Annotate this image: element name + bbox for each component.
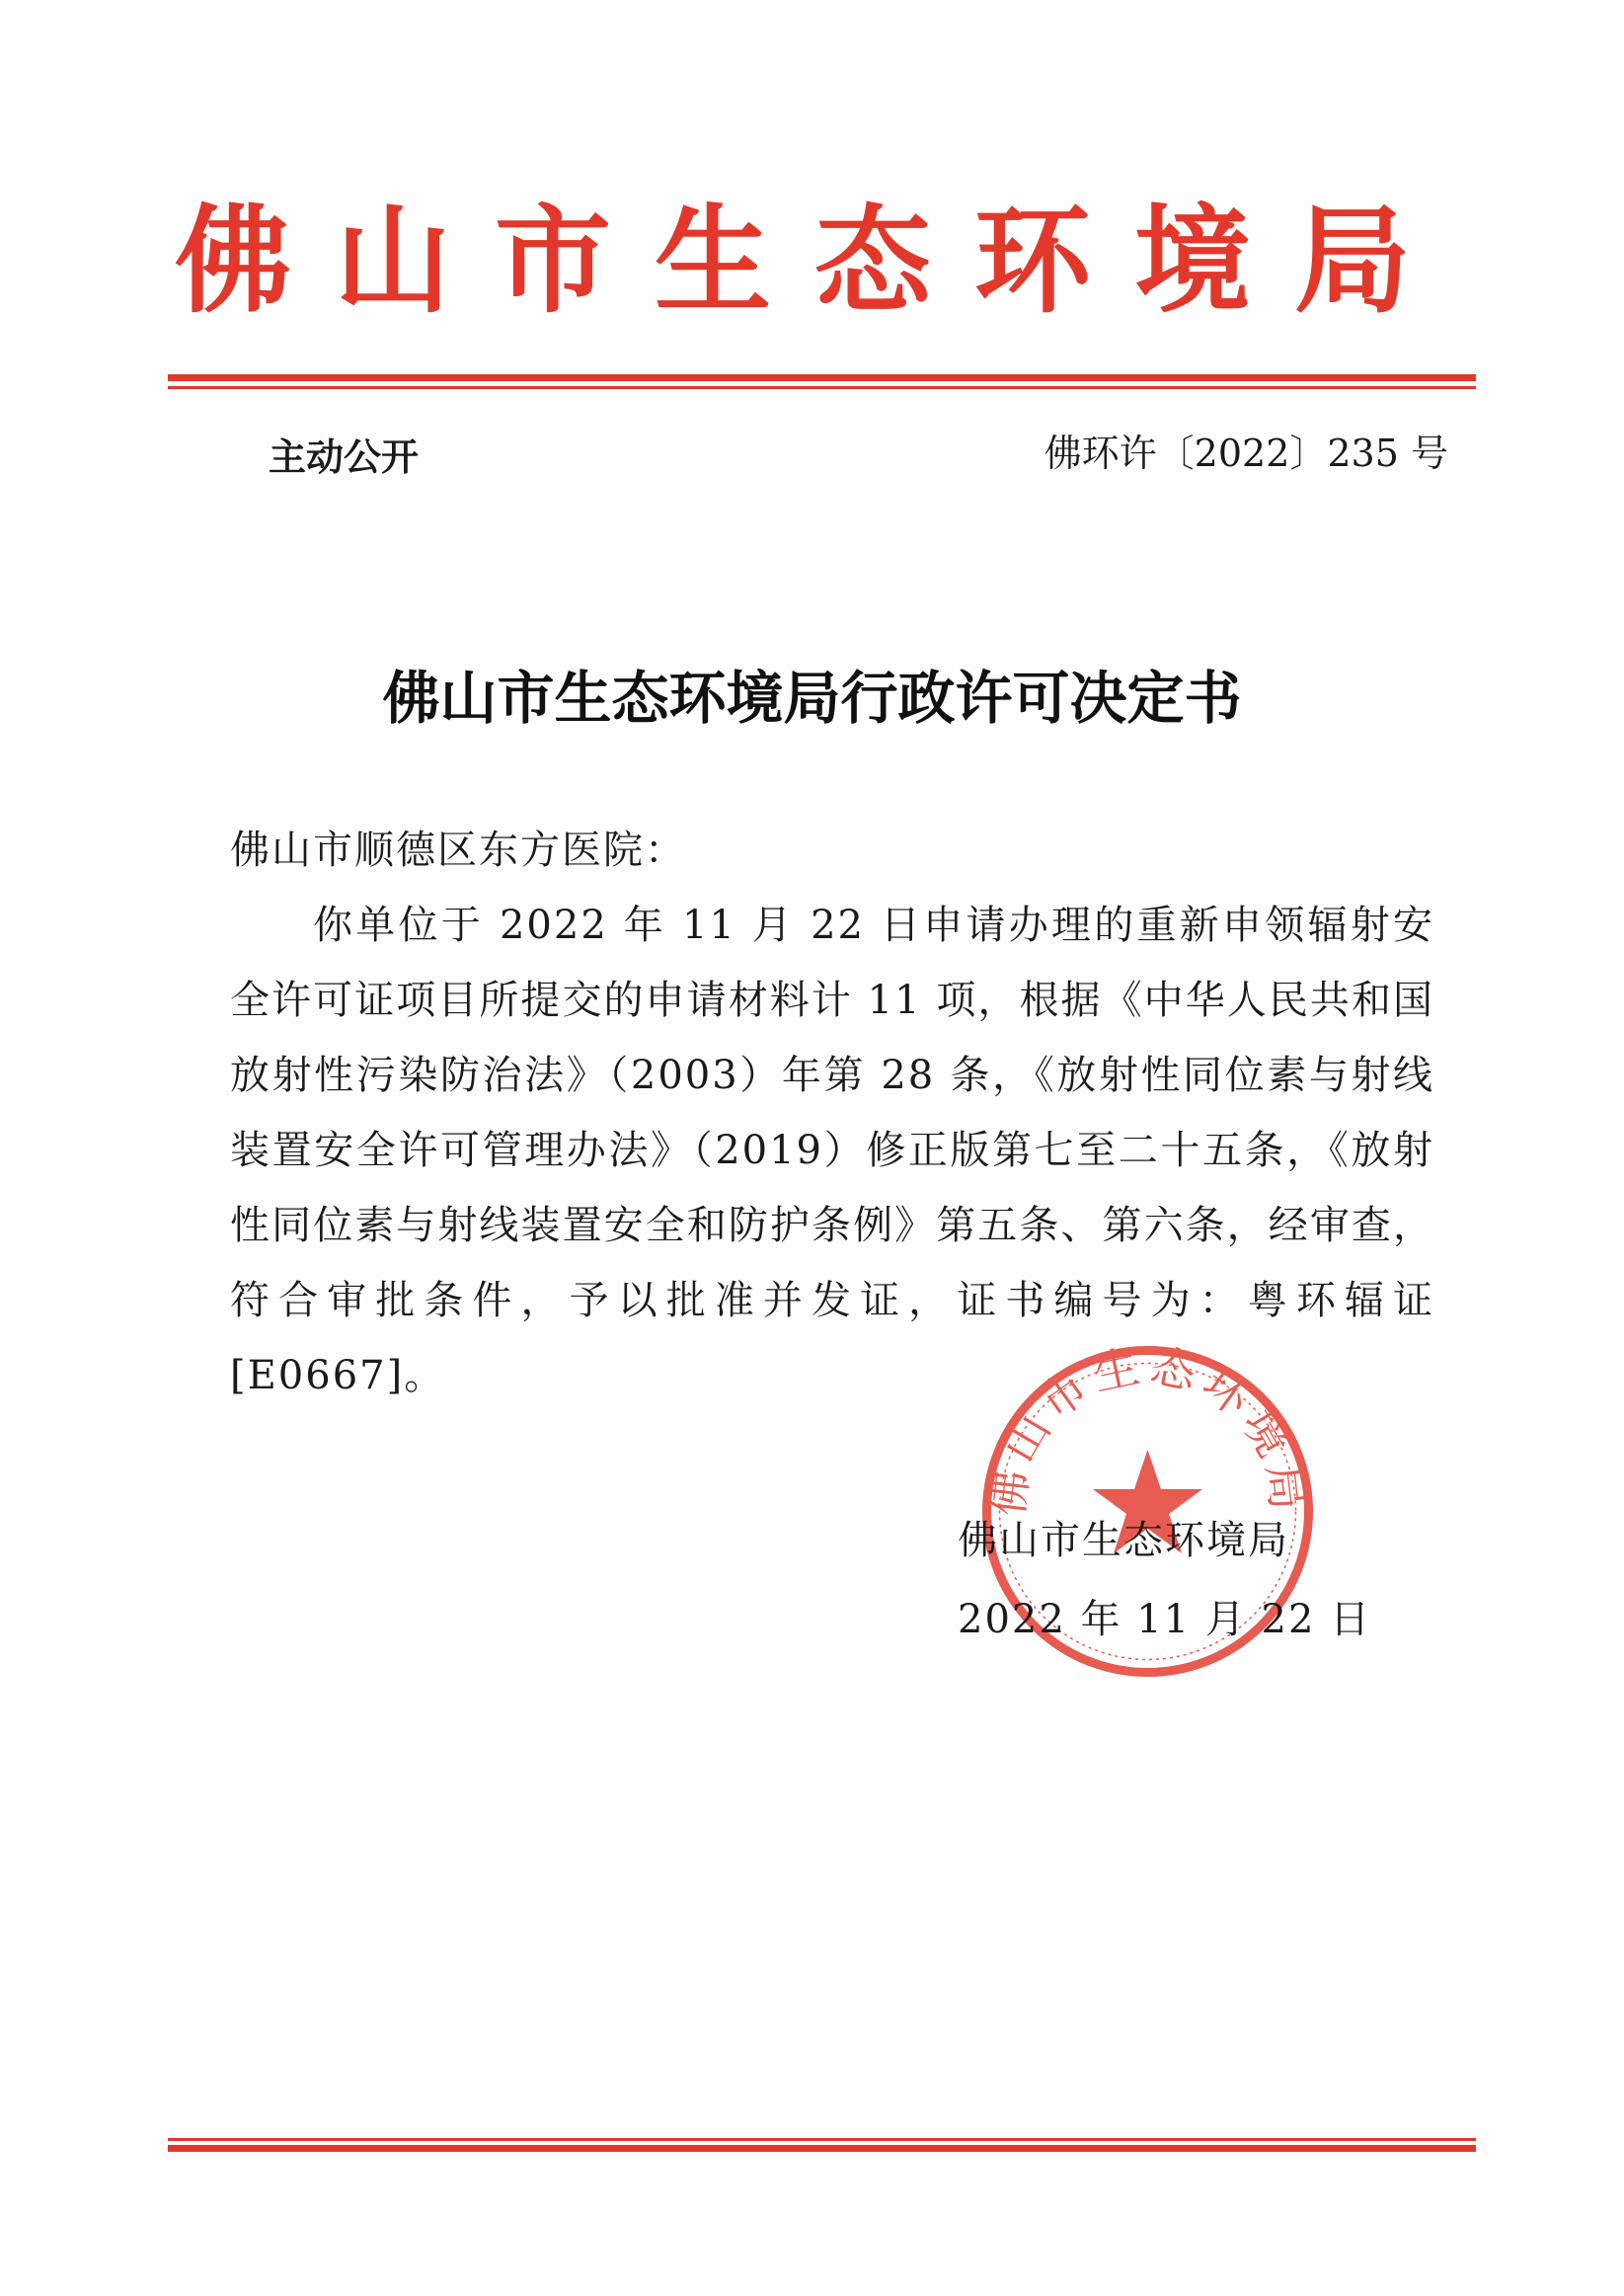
letterhead-rule-thick	[168, 374, 1476, 381]
addressee: 佛山市顺德区东方医院：	[230, 828, 686, 873]
issuer-name: 佛山市生态环境局	[958, 1518, 1289, 1563]
document-title: 佛山市生态环境局行政许可决定书	[382, 665, 1242, 732]
issue-date: 2022 年 11 月 22 日	[958, 1597, 1372, 1642]
footer-rule-thick	[168, 2145, 1476, 2152]
footer-rule-thin	[168, 2138, 1476, 2141]
letterhead-title: 佛山市生态环境局	[174, 192, 1454, 329]
document-body	[230, 813, 1434, 1413]
document-number: 佛环许〔2022〕235 号	[1044, 432, 1448, 475]
seal-text: 佛山市生态环境局	[979, 1341, 1316, 1519]
decision-paragraph: 你单位于 2022 年 11 月 22 日申请办理的重新申领辐射安全许可证项目所提交的申请材料计 11 项，根据《中华人民共和国放射性污染防治法》（2003）年第 28 条，《放射性同位素与射线装置安全许可管理办法》（2019）修正版第七至二十五条，《放射性同位素与射线装置安全和防护条例》第五条、第六条，经审查，符合审批条件，予以批准并发证，证书编号为：粤环辐证[E0667]。	[230, 903, 1434, 1398]
signature-block	[958, 1501, 1372, 1659]
letterhead-rule-thin	[168, 386, 1476, 389]
public-disclosure-tag: 主动公开	[269, 435, 420, 479]
